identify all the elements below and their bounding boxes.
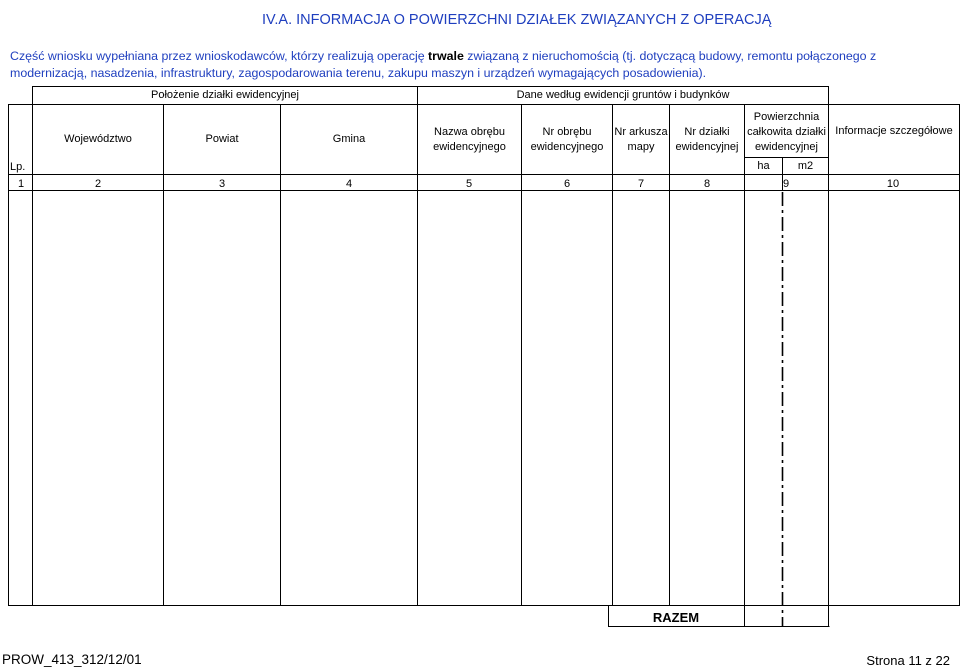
col-number-10: 10 — [886, 178, 900, 190]
input-area-informacje[interactable] — [829, 191, 959, 605]
col-header-powiat: Powiat — [205, 133, 239, 145]
col-header-nazwa-obrebu-line2: ewidencyjnego — [433, 140, 506, 153]
input-area-m2[interactable] — [783, 191, 828, 605]
col-number-6: 6 — [563, 178, 571, 190]
col-header-ha: ha — [757, 159, 770, 172]
col-header-gmina: Gmina — [332, 133, 366, 145]
form-code: PROW_413_312/12/01 — [2, 652, 142, 667]
col-header-nr-dzialki — [670, 105, 744, 174]
col-header-nr-dzialki-line1: Nr działki — [684, 125, 730, 138]
col-number-1: 1 — [17, 178, 25, 190]
col-header-lp: Lp. — [10, 160, 26, 173]
col-header-powierzchnia-line1: Powierzchnia — [753, 111, 820, 123]
total-ha-field[interactable] — [745, 606, 782, 626]
col-header-nr-dzialki-line2: ewidencyjnej — [675, 140, 739, 153]
col-header-nr-arkusza-line2: mapy — [627, 140, 655, 153]
col-header-powierzchnia — [745, 108, 828, 157]
total-label: RAZEM — [652, 610, 700, 625]
col-header-nr-obrebu-line1: Nr obrębu — [542, 125, 592, 138]
input-area-ha[interactable] — [745, 191, 782, 605]
col-number-3: 3 — [218, 178, 226, 190]
group-header-location: Położenie działki ewidencyjnej — [151, 89, 299, 101]
col-number-5: 5 — [465, 178, 473, 190]
col-header-nr-obrebu — [522, 105, 612, 174]
col-header-nr-arkusza-line1: Nr arkusza — [614, 125, 668, 138]
col-header-informacje: Informacje szczegółowe — [835, 124, 953, 137]
col-number-7: 7 — [637, 178, 645, 190]
col-header-nr-obrebu-line2: ewidencyjnego — [530, 140, 604, 153]
group-header-registry: Dane według ewidencji gruntów i budynków — [516, 89, 730, 101]
page-number: Strona 11 z 22 — [866, 653, 950, 668]
intro-text-1: Część wniosku wypełniana przez wnioskodawców, którzy realizują operację — [10, 49, 429, 63]
col-header-m2: m2 — [797, 159, 814, 172]
col-number-9: 9 — [782, 178, 790, 190]
intro-text-2: związaną z nieruchomością (tj. dotyczącą budowy, remontu połączonego z modernizacją, nasadzenia, infrastruktury, zagospodarowania terenu, zakupu maszyn i urządzeń wymagających posadowienia). — [10, 49, 877, 80]
col-header-powierzchnia-line2: całkowita działki — [747, 126, 826, 138]
col-header-powierzchnia-line3: ewidencyjnej — [755, 141, 818, 153]
section-title: IV.A. INFORMACJA O POWIERZCHNI DZIAŁEK ZWIĄZANYCH Z OPERACJĄ — [262, 12, 772, 28]
intro-text-bold: trwale — [428, 49, 464, 63]
col-number-2: 2 — [94, 178, 102, 190]
col-header-nazwa-obrebu — [418, 105, 521, 174]
col-number-4: 4 — [345, 178, 353, 190]
col-header-nr-arkusza — [613, 105, 669, 174]
total-m2-field[interactable] — [783, 606, 828, 626]
col-header-wojewodztwo: Województwo — [64, 133, 132, 145]
col-number-8: 8 — [703, 178, 711, 190]
col-header-nazwa-obrebu-line1: Nazwa obrębu — [434, 125, 505, 138]
input-area-parcel-data[interactable] — [33, 191, 744, 605]
